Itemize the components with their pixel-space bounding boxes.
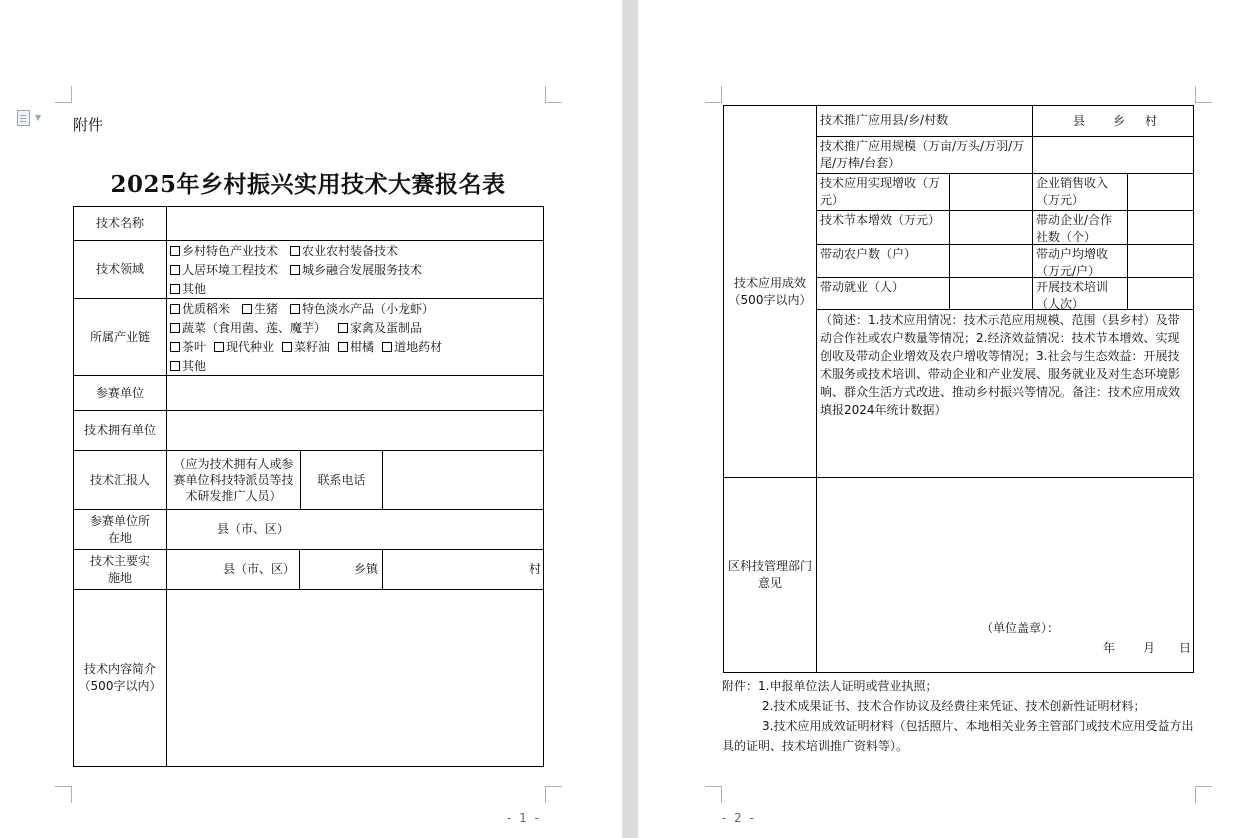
label-summary: 技术内容简介（500字以内） xyxy=(74,590,167,766)
crop-mark xyxy=(55,86,72,103)
input-promo-count[interactable] xyxy=(1033,106,1193,137)
checkbox-option[interactable]: 现代种业 xyxy=(214,340,274,354)
checkbox-option[interactable]: 柑橘 xyxy=(338,340,374,354)
industry-chain-options xyxy=(167,299,543,376)
label-participant-unit: 参赛单位 xyxy=(74,376,167,411)
checkbox-icon[interactable] xyxy=(170,361,180,371)
checkbox-option[interactable]: 优质稻米 xyxy=(170,302,230,316)
page-number: - 1 - xyxy=(507,811,541,825)
impl-town: 乡镇 xyxy=(353,562,378,576)
checkbox-option[interactable]: 农业农村装备技术 xyxy=(290,244,398,258)
checkbox-option[interactable]: 茶叶 xyxy=(170,340,206,354)
checkbox-icon[interactable] xyxy=(170,265,180,275)
checkbox-option[interactable]: 其他 xyxy=(170,282,206,296)
input-owner-unit[interactable] xyxy=(167,411,543,451)
page-number: - 2 - xyxy=(722,811,756,825)
checkbox-icon[interactable] xyxy=(282,342,292,352)
checkbox-icon[interactable] xyxy=(170,342,180,352)
checkbox-icon[interactable] xyxy=(290,265,300,275)
page-title: 2025年乡村振兴实用技术大赛报名表 xyxy=(110,171,506,198)
month-char: 月 xyxy=(1143,641,1156,655)
label-industry-chain: 所属产业链 xyxy=(74,299,167,376)
checkbox-icon[interactable] xyxy=(170,323,180,333)
county-char: 县 xyxy=(1073,114,1086,128)
label-unit-location: 参赛单位所在地 xyxy=(74,510,167,550)
label-promo-count: 技术推广应用县/乡/村数 xyxy=(817,106,1033,137)
input-impl-town[interactable] xyxy=(300,550,383,590)
page-1 xyxy=(0,0,622,838)
checkbox-icon[interactable] xyxy=(170,246,180,256)
checkbox-icon[interactable] xyxy=(214,342,224,352)
crop-mark xyxy=(705,86,722,103)
label-farmers: 带动农户数（户） xyxy=(817,245,950,278)
input-participant-unit[interactable] xyxy=(167,376,543,411)
label-tech-field: 技术领域 xyxy=(74,241,167,299)
label-revenue: 技术应用实现增收（万元） xyxy=(817,174,950,211)
chevron-down-icon[interactable]: ▼ xyxy=(35,113,42,122)
impl-county: 县（市、区） xyxy=(222,562,295,576)
crop-mark xyxy=(545,786,562,803)
year-char: 年 xyxy=(1103,641,1116,655)
checkbox-option[interactable]: 城乡融合发展服务技术 xyxy=(290,263,422,277)
checkbox-option[interactable]: 其他 xyxy=(170,359,206,373)
label-promo-scale: 技术推广应用规模（万亩/万头/万羽/万尾/万棒/台套） xyxy=(817,137,1033,174)
checkbox-option[interactable]: 家禽及蛋制品 xyxy=(338,321,422,335)
label-cost: 技术节本增效（万元） xyxy=(817,211,950,245)
label-effect: 技术应用成效（500字以内） xyxy=(724,106,817,478)
input-farmers[interactable] xyxy=(950,245,1033,278)
note-3: 3.技术应用成效证明材料（包括照片、本地相关业务主管部门或技术应用受益方出具的证明、技术培训推广资料等）。 xyxy=(722,719,1194,753)
crop-mark xyxy=(55,786,72,803)
label-impl-location: 技术主要实施地 xyxy=(74,550,167,590)
label-tech-name: 技术名称 xyxy=(74,207,167,241)
crop-mark xyxy=(545,86,562,103)
input-employment[interactable] xyxy=(950,278,1033,310)
checkbox-option[interactable]: 蔬菜（食用菌、莲、魔芋） xyxy=(170,321,326,335)
tech-field-options xyxy=(167,241,543,299)
unit-location-county: 县（市、区） xyxy=(217,522,290,536)
checkbox-option[interactable]: 特色淡水产品（小龙虾） xyxy=(290,302,434,316)
checkbox-option[interactable]: 人居环境工程技术 xyxy=(170,263,278,277)
crop-mark xyxy=(1195,86,1212,103)
impl-village: 村 xyxy=(528,562,541,576)
label-employment: 带动就业（人） xyxy=(817,278,950,310)
checkbox-icon[interactable] xyxy=(382,342,392,352)
effect-table xyxy=(723,105,1194,673)
notes xyxy=(722,676,1196,756)
label-training: 开展技术培训（人次） xyxy=(1033,278,1128,310)
input-unit-location[interactable] xyxy=(167,510,543,550)
input-household[interactable] xyxy=(1128,245,1193,278)
input-coop[interactable] xyxy=(1128,211,1193,245)
checkbox-icon[interactable] xyxy=(338,342,348,352)
checkbox-option[interactable]: 乡村特色产业技术 xyxy=(170,244,278,258)
effect-description[interactable] xyxy=(817,310,1193,478)
label-owner-unit: 技术拥有单位 xyxy=(74,411,167,451)
effect-description-text: （简述：1.技术应用情况：技术示范应用规模、范围（县乡村）及带动合作社或农户数量等情况；2.经济效益情况：技术节本增效、实现创收及带动企业增效及农户增收等情况；3.社会与生态效益：开展技术服务或技术培训、带动企业和产业发展、服务就业及对生态环境影响、群众生活方式改进、推动乡村振兴等情况。备注：技术应用成效填报2024年统计数据） xyxy=(820,313,1181,417)
checkbox-icon[interactable] xyxy=(170,304,180,314)
label-contact-phone: 联系电话 xyxy=(301,451,383,510)
checkbox-option[interactable]: 道地药材 xyxy=(382,340,442,354)
label-household: 带动户均增收（万元/户） xyxy=(1033,245,1128,278)
checkbox-option[interactable]: 生猪 xyxy=(242,302,278,316)
seal-label: （单位盖章）： xyxy=(981,621,1060,635)
checkbox-icon[interactable] xyxy=(242,304,252,314)
attachment-label: 附件 xyxy=(73,116,104,134)
town-char: 乡 xyxy=(1113,114,1126,128)
checkbox-option[interactable]: 菜籽油 xyxy=(282,340,330,354)
label-opinion: 区科技管理部门意见 xyxy=(724,478,817,672)
checkbox-icon[interactable] xyxy=(290,246,300,256)
checkbox-icon[interactable] xyxy=(170,284,180,294)
village-char: 村 xyxy=(1145,114,1158,128)
page-gap xyxy=(622,0,638,838)
input-promo-scale[interactable] xyxy=(1033,137,1193,174)
input-sales[interactable] xyxy=(1128,174,1193,211)
note-1: 附件：1.申报单位法人证明或营业执照； xyxy=(722,679,938,693)
document-icon[interactable] xyxy=(17,110,30,126)
opinion-area[interactable] xyxy=(817,478,1193,672)
checkbox-icon[interactable] xyxy=(338,323,348,333)
input-contact-phone[interactable] xyxy=(383,451,543,510)
input-revenue[interactable] xyxy=(950,174,1033,211)
crop-mark xyxy=(1195,786,1212,803)
label-reporter: 技术汇报人 xyxy=(74,451,167,510)
input-tech-name[interactable] xyxy=(167,207,543,241)
input-cost[interactable] xyxy=(950,211,1033,245)
day-char: 日 xyxy=(1179,641,1192,655)
reporter-note[interactable]: （应为技术拥有人或参赛单位科技特派员等技术研发推广人员） xyxy=(167,451,301,510)
crop-mark xyxy=(705,786,722,803)
input-impl-village[interactable] xyxy=(383,550,543,590)
registration-table xyxy=(73,206,544,767)
input-impl-county[interactable] xyxy=(167,550,300,590)
input-summary[interactable] xyxy=(167,590,543,766)
checkbox-icon[interactable] xyxy=(290,304,300,314)
input-training[interactable] xyxy=(1128,278,1193,310)
label-sales: 企业销售收入（万元） xyxy=(1033,174,1128,211)
label-coop: 带动企业/合作社数（个） xyxy=(1033,211,1128,245)
note-2: 2.技术成果证书、技术合作协议及经费往来凭证、技术创新性证明材料； xyxy=(762,699,1146,713)
